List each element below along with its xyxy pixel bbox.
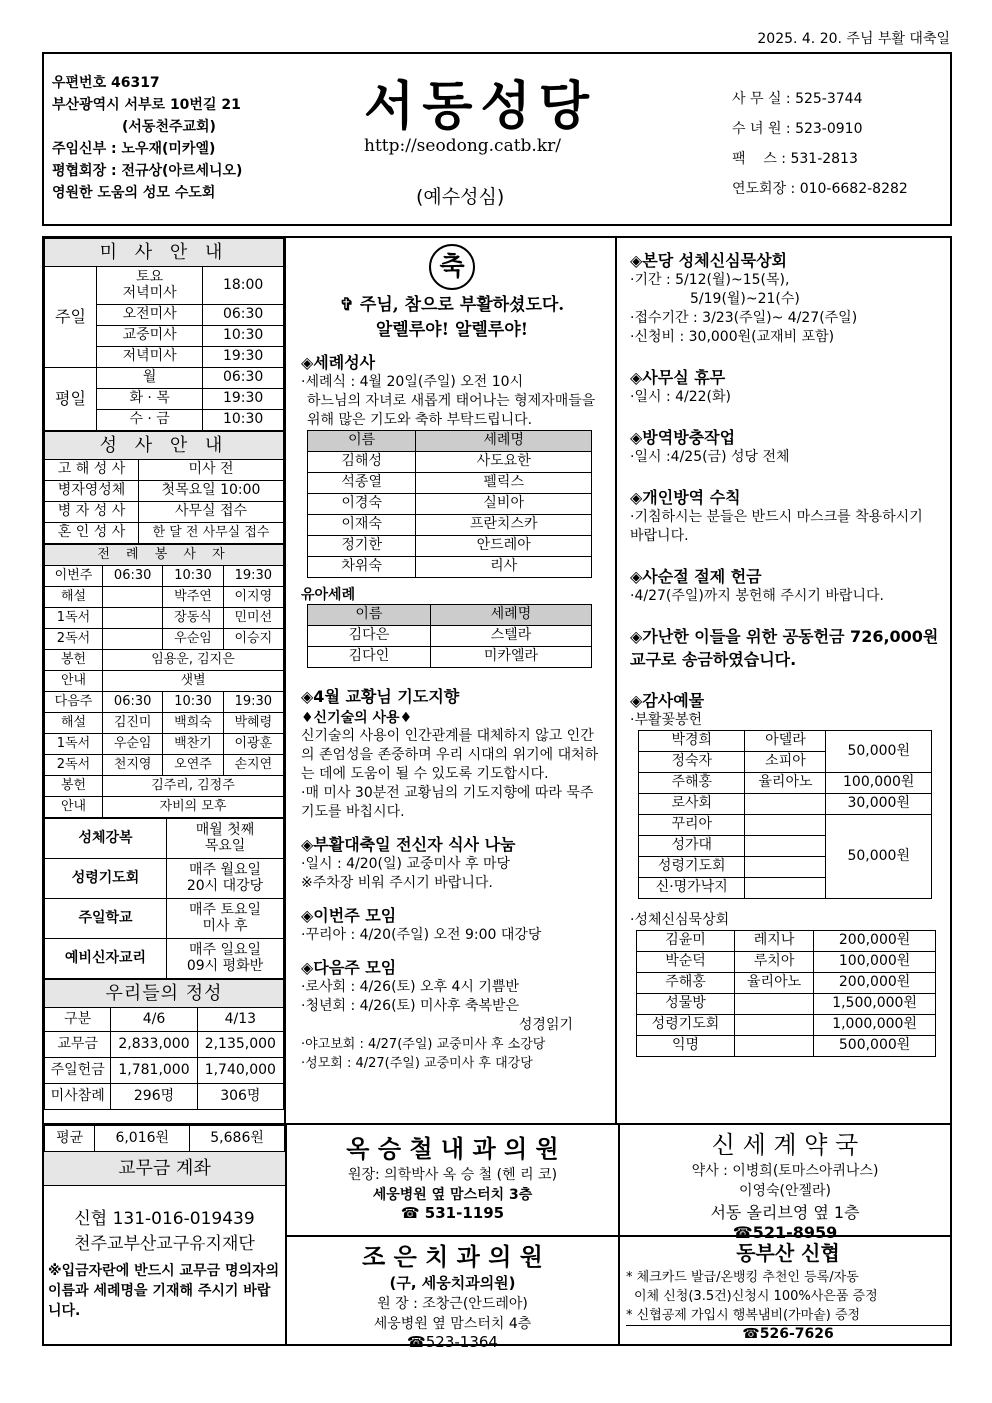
infant-baptism-table: 이름 세례명 김다은 스텔라 김다인 미카엘라 (307, 604, 592, 668)
flower-offering-table: 박경희 아델라 50,000원 정숙자 소피아 주해홍 율리아노 100,000원 로사회 30,000원 꾸리아 50,000원 성가대 성령기도회 신·명가낙지 (638, 730, 932, 899)
account-box: 평균 6,016원 5,686원 교무금 계좌 신협 131-016-019439 천주교부산교구유지재단 ※입금자란에 반드시 교무금 명의자의 이름과 세례명을 기재해 주시기 바랍니다. (44, 1125, 287, 1346)
mass-table: 미 사 안 내 주일 토요 저녁미사 18:00 오전미사 06:30 교중미사 10:30 저녁미사 19:30 평일 월 06:30 화 · 목 19:30 수 · 금 10:30 (44, 238, 284, 431)
bulletin-date: 2025. 4. 20. 주님 부활 대축일 (757, 31, 950, 47)
sacrament-table: 성 사 안 내 고 해 성 사 미사 전 병자영성체 첫목요일 10:00 병 자 성 사 사무실 접수 혼 인 성 사 한 달 전 사무실 접수 (44, 431, 284, 544)
offering-table: 우리들의 정성 구분 4/6 4/13 교무금 2,833,000 2,135,000 주일헌금 1,781,000 1,740,000 미사참례 296명 306명 (44, 979, 284, 1110)
dental-ad: 조 은 치 과 의 원 (구, 세웅치과의원) 원 장 : 조창근(안드레아) 세웅병원 옆 맘스터치 4층 ☎523-1364 (287, 1237, 620, 1346)
header (42, 52, 952, 226)
pharmacy-ad: 신 세 계 약 국 약사 : 이병희(토마스아퀴나스) 이영숙(안젤라) 서동 올리브영 옆 1층 ☎521-8959 (620, 1125, 950, 1237)
baptism-table: 이름 세례명 김해성 사도요한 석종열 펠릭스 이경숙 실비아 이재숙 프란치스카 정기한 안드레아 차위숙 리사 (307, 430, 592, 578)
groups-table: 성체강복 매월 첫째 목요일 성령기도회 매주 월요일 20시 대강당 주일학교 매주 토요일 미사 후 예비신자교리 매주 일요일 09시 평화반 (44, 818, 284, 979)
right-column: ◈본당 성체신심묵상회 ·기간 : 5/12(월)~15(목), 5/19(월)~21(수) ·접수기간 : 3/23(주일)~ 4/27(주일) ·신청비 : 30,000원(교재비 포함) ◈사무실 휴무 ·일시 : 4/22(화) ◈방역방충작업 ·일시 :4/25(금) 성당 전체 ◈개인방역 수칙 ·기침하시는 분들은 반드시 마스크를 착용하시기 바랍니다. ◈사순절 절제 헌금 ·4/27(주일)까지 봉헌해 주시기 바랍니다. ◈가난한 이들을 위한 공동헌금 726,000원 교구로 송금하였습니다. ◈감사예물 ·부활꽃봉헌 박경희 아델라 50,000원 정숙자 소피아 주해홍 율리아노 100,000원 로사회 30,000원 꾸리아 50,000원 성가대 성령기도회 신·명가낙지 ·성체신심묵상회 김윤미 레지나 200,000원 박순덕 루치아 100,000원 주해홍 율리아노 200,000원 성물방 1,500,000원 성령기도회 1,000,000원 익명 500,000원 (620, 238, 950, 1123)
website-link[interactable]: http://seodong.catb.kr/ (364, 136, 561, 156)
address-block: 우편번호 46317 부산광역시 서부로 10번길 21 (서동천주교회) 주임신부 : 노우재(미카엘) 평협회장 : 전규상(아르세니오) 영원한 도움의 성모 수도회 (52, 75, 243, 201)
credit-union-ad: 동부산 신협 * 체크카드 발급/온뱅킹 추천인 등록/자동 이체 신청(3.5건)신청시 100%사은품 증정 * 신협공제 가입시 행복냄비(가마솥) 증정 ☎526-7626 (620, 1237, 950, 1346)
clinic-ad: 옥 승 철 내 과 의 원 원장: 의학박사 옥 승 철 (헨 리 코) 세웅병원 옆 맘스터치 3층 ☎ 531-1195 (287, 1125, 620, 1237)
bottom-ads (44, 1123, 950, 1351)
easter-banner: 축 ✞ 주님, 참으로 부활하셨도다. 알렐루야! 알렐루야! (301, 244, 603, 340)
middle-column: 축 ✞ 주님, 참으로 부활하셨도다. 알렐루야! 알렐루야! ◈세례성사 ·세례식 : 4월 20일(주일) 오전 10시 하느님의 자녀로 새롭게 태어나는 형제자매들을 위해 많은 기도와 축하 부탁드립니다. 이름 세례명 김해성 사도요한 석종열 펠릭스 이경숙 실비아 이재숙 프란치스카 정기한 안드레아 차위숙 리사 유아세례 이름 세례명 김다은 스텔라 김다인 미카엘라 ◈4월 교황님 기도지향 ♦신기술의 사용♦ 신기술의 사용이 인간관계를 대체하지 않고 인간의 존엄성을 존중하며 우리 시대의 위기에 대처하는 데에 도움이 될 수 있도록 기도합시다. ·매 미사 30분전 교황님의 기도지향에 따라 묵주기도를 바칩시다. ◈부활대축일 전신자 식사 나눔 ·일시 : 4/20(일) 교중미사 후 마당 ※주차장 비워 주시기 바랍니다. ◈이번주 모임 ·꾸리아 : 4/20(주일) 오전 9:00 대강당 ◈다음주 모임 ·로사회 : 4/26(토) 오후 4시 기쁨반 ·청년회 : 4/26(토) 미사후 축복받은 성경읽기 ·야고보회 : 4/27(주일) 교중미사 후 소강당 ·성모회 : 4/27(주일) 교중미사 후 대강당 (289, 238, 617, 1123)
retreat-offering-table: 김윤미 레지나 200,000원 박순덕 루치아 100,000원 주해홍 율리아노 200,000원 성물방 1,500,000원 성령기도회 1,000,000원 익명 500,000원 (636, 930, 936, 1057)
left-column (44, 238, 286, 1123)
church-title: 서동성당 (364, 77, 597, 137)
main-grid (42, 236, 952, 1351)
celebration-icon: 축 (429, 244, 475, 290)
motto: (예수성심) (416, 186, 505, 208)
servers-table: 전 례 봉 사 자 이번주 06:30 10:30 19:30 해설 박주연 이지영 1독서 장동식 민미선 2독서 우순임 이승지 봉헌 임용운, 김지은 안내 샛별 다음주 06:30 10:30 19:30 해설 김진미 백희숙 박혜령 1독서 우순임 백찬기 이광훈 2독서 천지영 오연주 손지연 봉헌 김주리, 김정주 안내 자비의 모후 (44, 544, 284, 818)
phone-list: 사 무 실 : 525-3744 수 녀 원 : 523-0910 팩 스 : 531-2813 연도회장 : 010-6682-8282 (732, 91, 908, 197)
